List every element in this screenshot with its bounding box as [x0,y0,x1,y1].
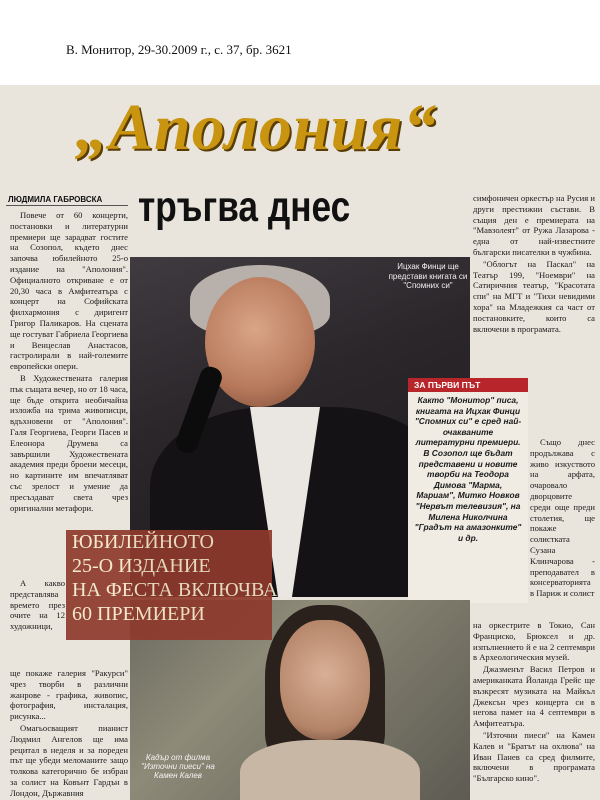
article-column-1 [10,210,128,514]
photo2-caption: Кадър от филма "Източни пиеси" на Камен Калев [141,753,215,780]
paragraph: Повече от 60 концерти, постановки и литературни премиери ще зарадват гостите на Созопол, където днес започва юбилейното 25-о издание на "Аполония". Официалното откриване е от 20,30 часа в Амфитеатъра с концерт на Софийската филхармония с диригент Григор Паликаров. На сцената ще гостуват Габриела Георгиева и Венцеслав Анастасов, гастролирали в най-големите европейски опери. [10,210,128,372]
banner-line: 25-О ИЗДАНИЕ [72,555,211,577]
paragraph: ще покаже галерия "Ракурси" чрез творби в различни жанрове - графика, живопис, фотография, инсталация, рисунка... [10,668,128,722]
byline-rule [6,205,128,206]
paragraph: А какво представлява времето през очите на 12 художници, [10,578,65,632]
paragraph: Омагьосващият пианист Людмил Ангелов ще има рецитал в неделя и за пореден път ще убеди меломаните защо толкова категорично бе избран за солист на Ковънт Гардън в Лондон, Държавния [10,722,128,798]
paragraph: на оркестрите в Токио, Сан Франциско, Брюксел и др. изпълнението й е на 2 септември в Археологическия музей. [473,620,595,663]
first-time-body: Както "Монитор" писа, книгата на Ицхак Финци "Спомних си" е сред най-очакваните литературни премиери. В Созопол ще бъдат представени и новите творби на Теодора Димова "Марма, Мариам", Митко Новков "Нервът телевизия", на Милена Николчина "Градът на амазонките" и др. [414,395,522,543]
photo1-caption: Ицхак Финци ще представи книгата си "Спомних си" [388,262,468,290]
paragraph: симфоничен оркестър на Русия и други престижни състави. В същия ден е премиерата на "Мавзолеят" от Ружа Лазарова - една от най-известните български писателки в чужбина. [473,193,595,257]
paragraph: В Художествената галерия пък същата вечер, но от 18 часа, ще бъде открита необичайна изложба на трима живописци, вдъхновени от "Аполония". Галя Георгиева, Георги Пасев и Елеонора Друмева са завършили Художествената академия преди броени месеци, но картините им впечатляват със зрелост и умение да пресъздават света чрез оригинални метафори. [10,372,128,513]
byline: ЛЮДМИЛА ГАБРОВСКА [8,195,103,204]
banner-line: ЮБИЛЕЙНОТО [72,531,214,553]
article-column-1-bottom [10,668,128,800]
jubilee-banner [66,530,278,640]
first-time-box [408,378,528,603]
article-column-3 [473,193,595,335]
photo2-face [280,620,370,740]
article-column-3-narrow [530,437,595,600]
banner-line: НА ФЕСТА ВКЛЮЧВА [72,579,278,601]
banner-line: 60 ПРЕМИЕРИ [72,603,205,625]
paragraph: "Източни пиеси" на Камен Калев и "Братът на охлюва" на Иван Панев са сред филмите, включени в програмата "Българско кино". [473,729,595,784]
paragraph: "Облогът на Паскал" на Театър 199, "Ноември" на Сатиричния театър, "Красотата спи" на МГТ и "Тихи невидими хора" на Младежкия са част от постановките, които са включени в програмата. [473,258,595,334]
photo2-body [240,740,420,800]
article-column-1-narrow [10,578,65,633]
paragraph: Също днес продължава с живо изкуството на арфата, очаровало дворцовите среди още преди столетия, ще покаже солистката Сузана Клинчарова - преподавател в консерваторията в Париж и солист [530,437,595,599]
headline-line2: тръгва днес [138,183,351,231]
source-citation: В. Монитор, 29-30.2009 г., с. 37, бр. 3621 [66,42,292,57]
headline-line1: „Аполония“ [75,91,438,164]
photo-figure-head [205,277,315,407]
first-time-heading: ЗА ПЪРВИ ПЪТ [408,378,528,392]
article-column-3-bottom [473,620,595,785]
paragraph: Джазменът Васил Петров и американката Йоланда Грейс ще възкресят музиката на Майкъл Джексън чрез концерта си в негова памет на 4 септември в Амфитеатъра. [473,664,595,729]
